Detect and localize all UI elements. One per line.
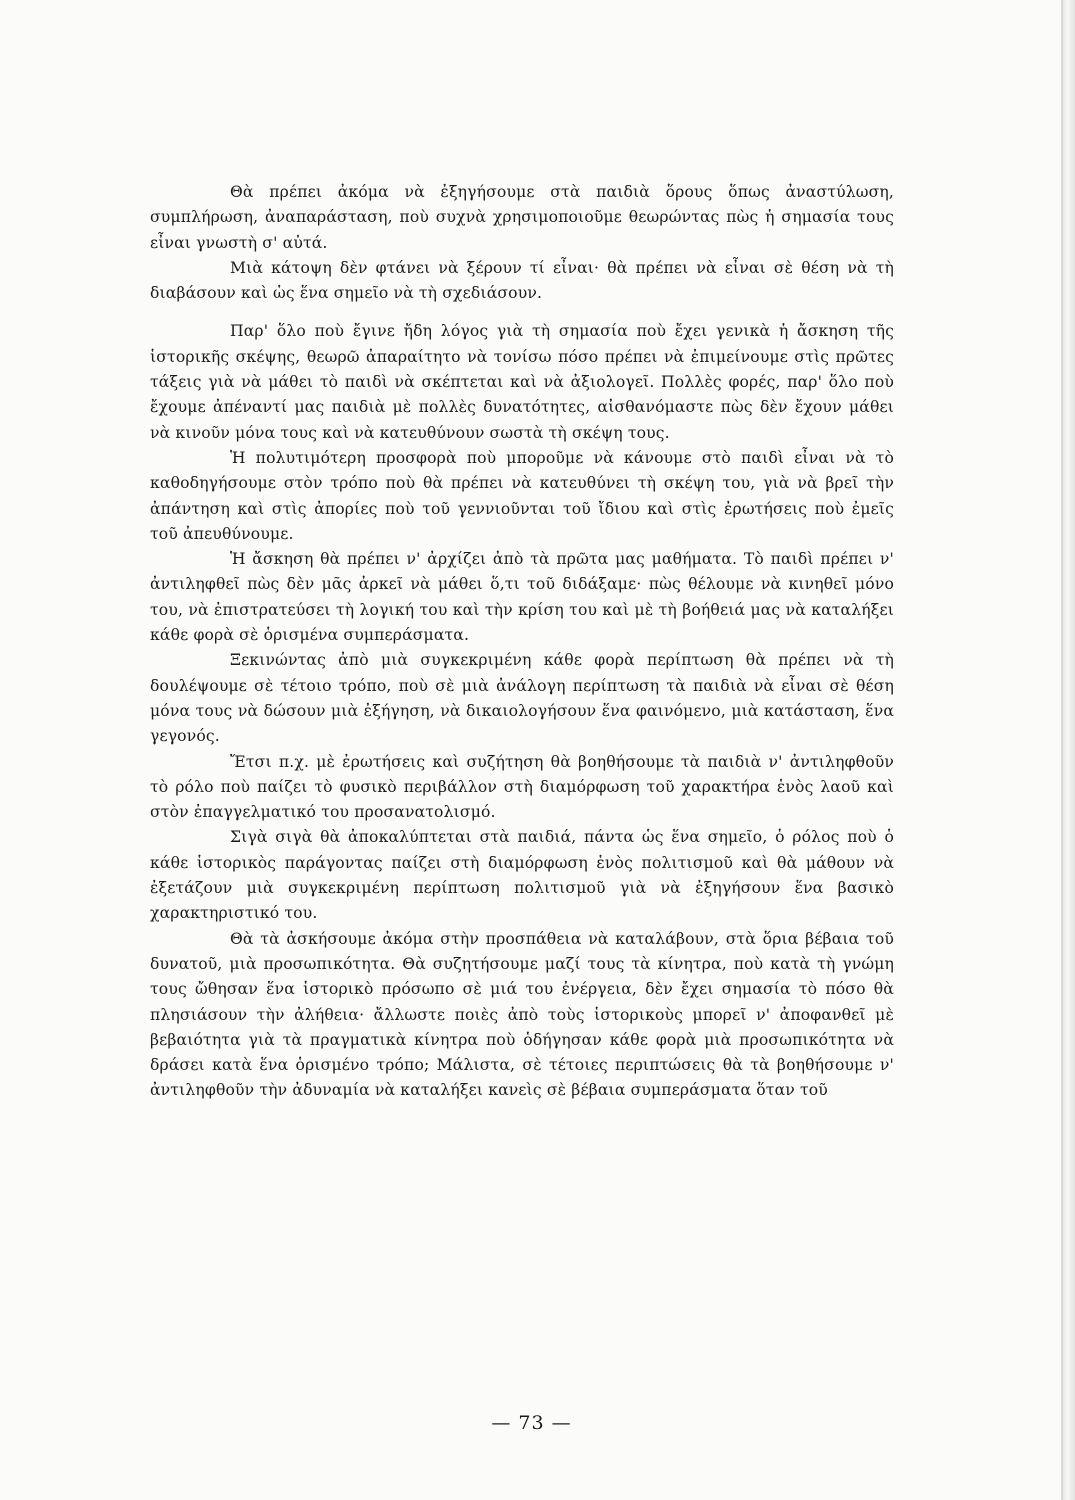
paragraph-5: Ἡ ἄσκηση θὰ πρέπει ν' ἀρχίζει ἀπὸ τὰ πρῶτα μας μαθήματα. Τὸ παιδὶ πρέπει ν' ἀντιληφθεῖ πὼς δὲν μᾶς ἀρκεῖ νὰ μάθει ὅ,τι τοῦ διδάξαμε· πὼς θέλουμε νὰ κινηθεῖ μόνο του, νὰ ἐπιστρατεύσει τὴ λογική του καὶ τὴν κρίση του καὶ μὲ τὴ βοήθειά μας νὰ καταλήξει κάθε φορὰ σὲ ὁρισμένα συμπεράσματα. <box>150 550 894 645</box>
paragraph-6: Ξεκινώντας ἀπὸ μιὰ συγκεκριμένη κάθε φορὰ περίπτωση θὰ πρέπει νὰ τὴ δουλέψουμε σὲ τέτοιο τρόπο, ποὺ σὲ μιὰ ἀνάλογη περίπτωση τὰ παιδιὰ νὰ εἶναι σὲ θέση μόνα τους νὰ δώσουν μιὰ ἐξήγηση, νὰ δικαιολογήσουν ἕνα φαινόμενο, μιὰ κατάσταση, ἕνα γεγονός. <box>150 651 894 746</box>
paragraph-8: Σιγὰ σιγὰ θὰ ἀποκαλύπτεται στὰ παιδιά, πάντα ὡς ἕνα σημεῖο, ὁ ρόλος ποὺ ὁ κάθε ἱστορικὸς παράγοντας παίζει στὴ διαμόρφωση ἑνὸς πολιτισμοῦ καὶ θὰ μάθουν νὰ ἐξετάζουν μιὰ συγκεκριμένη περίπτωση πολιτισμοῦ γιὰ νὰ ἐξηγήσουν ἕνα βασικὸ χαρακτηριστικό του. <box>150 828 894 923</box>
body-text <box>150 180 894 1104</box>
paragraph-gap <box>150 306 894 319</box>
paragraph-2: Μιὰ κάτοψη δὲν φτάνει νὰ ξέρουν τί εἶναι· θὰ πρέπει νὰ εἶναι σὲ θέση νὰ τὴ διαβάσουν καὶ ὡς ἕνα σημεῖο νὰ τὴ σχεδιάσουν. <box>150 258 894 303</box>
page-number: — 73 — <box>491 1412 572 1434</box>
paragraph-3: Παρ' ὅλο ποὺ ἔγινε ἤδη λόγος γιὰ τὴ σημασία ποὺ ἔχει γενικὰ ἡ ἄσκηση τῆς ἱστορικῆς σκέψης, θεωρῶ ἀπαραίτητο νὰ τονίσω πόσο πρέπει νὰ ἐπιμείνουμε στὶς πρῶτες τάξεις γιὰ νὰ μάθει τὸ παιδὶ νὰ σκέπτεται καὶ νὰ ἀξιολογεῖ. Πολλὲς φορές, παρ' ὅλο ποὺ ἔχουμε ἀπέναντί μας παιδιὰ μὲ πολλὲς δυνατότητες, αἰσθανόμαστε πὼς δὲν ἔχουν μάθει νὰ κινοῦν μόνα τους καὶ νὰ κατευθύνουν σωστὰ τὴ σκέψη τους. <box>150 322 894 442</box>
paragraph-7: Ἔτσι π.χ. μὲ ἐρωτήσεις καὶ συζήτηση θὰ βοηθήσουμε τὰ παιδιὰ ν' ἀντιληφθοῦν τὸ ρόλο ποὺ παίζει τὸ φυσικὸ περιβάλλον στὴ διαμόρφωση τοῦ χαρακτήρα ἑνὸς λαοῦ καὶ στὸν ἐπαγγελματικό του προσανατολισμό. <box>150 752 894 822</box>
paragraph-1: Θὰ πρέπει ἀκόμα νὰ ἐξηγήσουμε στὰ παιδιὰ ὅρους ὅπως ἀναστύλωση, συμπλήρωση, ἀναπαράσταση, ποὺ συχνὰ χρησιμοποιοῦμε θεωρώντας πὼς ἡ σημασία τους εἶναι γνωστὴ σ' αὐτά. <box>150 183 894 252</box>
page-edge <box>1063 0 1075 1500</box>
paragraph-4: Ἡ πολυτιμότερη προσφορὰ ποὺ μποροῦμε νὰ κάνουμε στὸ παιδὶ εἶναι νὰ τὸ καθοδηγήσουμε στὸν τρόπο ποὺ θὰ πρέπει νὰ κατευθύνει τὴ σκέψη του, γιὰ νὰ βρεῖ τὴν ἀπάντηση καὶ στὶς ἀπορίες ποὺ τοῦ γεννιοῦνται τοῦ ἴδιου καὶ στὶς ἐρωτήσεις ποὺ ἐμεῖς τοῦ ἀπευθύνουμε. <box>150 448 894 543</box>
paragraph-9: Θὰ τὰ ἀσκήσουμε ἀκόμα στὴν προσπάθεια νὰ καταλάβουν, στὰ ὅρια βέβαια τοῦ δυνατοῦ, μιὰ προσωπικότητα. Θὰ συζητήσουμε μαζί τους τὰ κίνητρα, ποὺ κατὰ τὴ γνώμη τους ὤθησαν ἕνα ἱστορικὸ πρόσωπο σὲ μιά του ἐνέργεια, δὲν ἔχει σημασία τὸ πόσο θὰ πλησιάσουν τὴν ἀλήθεια· ἄλλωστε ποιὲς ἀπὸ τοὺς ἱστορικοὺς μπορεῖ ν' ἀποφανθεῖ μὲ βεβαιότητα γιὰ τὰ πραγματικὰ κίνητρα ποὺ ὁδήγησαν κάθε φορὰ μιὰ προσωπικότητα νὰ δράσει κατὰ ἕνα ὁρισμένο τρόπο; Μάλιστα, σὲ τέτοιες περιπτώσεις θὰ τὰ βοηθήσουμε ν' ἀντιληφθοῦν τὴν ἀδυναμία νὰ καταλήξει κανεὶς σὲ βέβαια συμπεράσματα ὅταν τοῦ <box>150 929 894 1100</box>
